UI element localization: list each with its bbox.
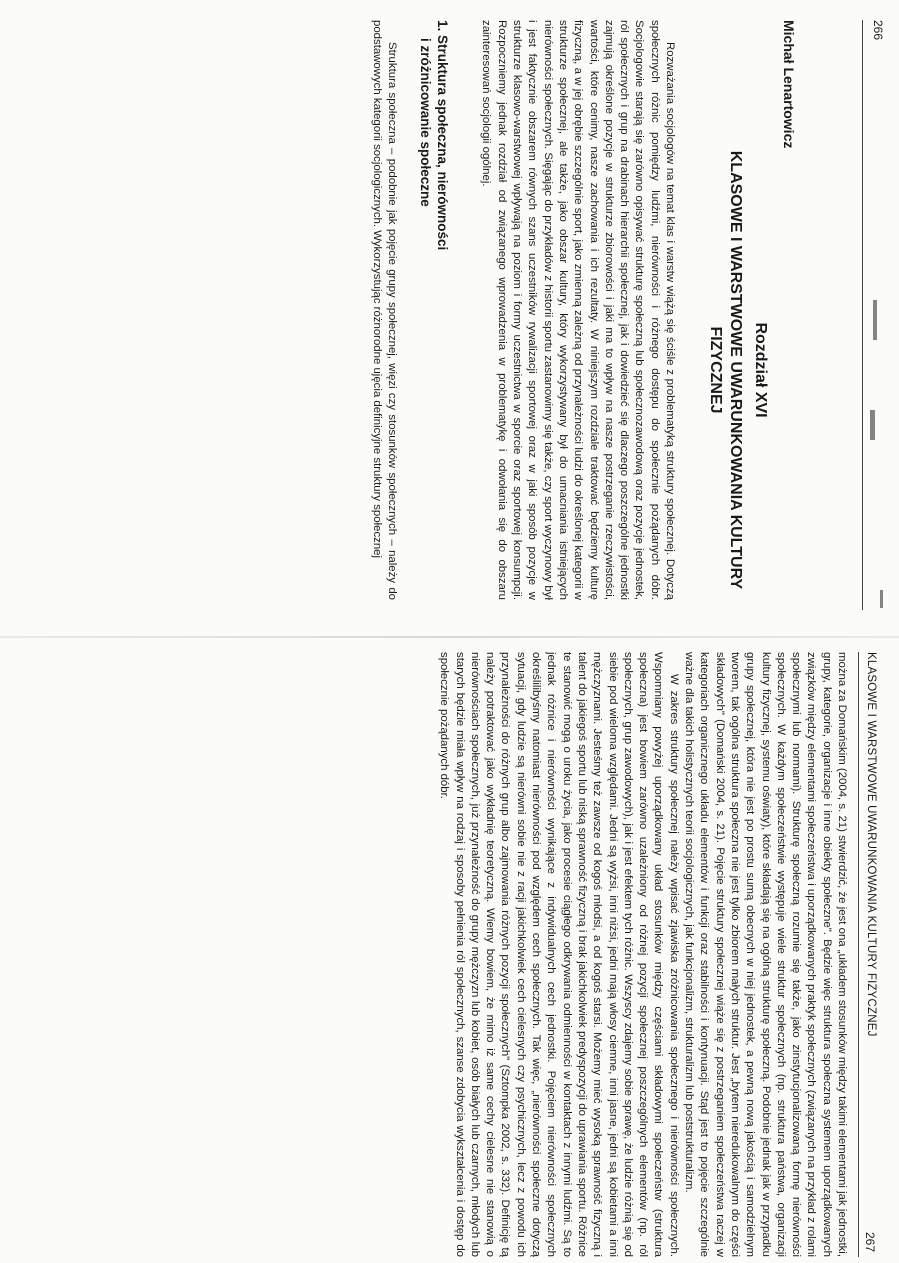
page-number: 266 [871,20,885,41]
paragraph-1: można za Domańskim (2004, s. 21) stwierdzić, że jest ona „układem stosunków między takimi elementami jak jednostki, grupy, kategorie, organizacje i inne obiekty społeczne". Będzie więc struktura społeczna systemem uporządkowanych związków między elementami społeczeństwa i uporządkowanych praktyk społecznych (związanych na przykład z rolami społecznymi lub normami). Strukturę społeczną rozumie się także, jako zinstytucjonalizowaną formę nierówności społecznych. W każdym społeczeństwie występuje wiele struktur społecznych (np. struktura państwa, organizacji kultury fizycznej, systemu oświaty), które składają się na ogólną strukturę społeczną. Podobnie jednak jak w przypadku grupy społecznej, która nie jest po prostu sumą obecnych w niej jednostek, a pewną nową jakością i samodzielnym tworem, tak ogólna struktura społeczna nie jest tylko zbiorem małych struktur. Jest „bytem nieredukowalnym do części składowych" (Domański 2004, s. 21). Pojęcie struktury społecznej wiąże się z postrzeganiem społeczeństwa raczej w kategoriach organicznego układu elementów i funkcji oraz stabilności i kontynuacji. Stąd jest to pojęcie szczególnie ważne dla takich holistycznych teorii socjologicznych, jak funkcjonalizm, strukturalizm lub poststrukturalizm. [683,652,848,1257]
page-number: 267 [863,1232,877,1253]
intro-paragraph [478,20,677,600]
running-head: KLASOWE I WARSTWOWE UWARUNKOWANIA KULTURY FIZYCZNEJ [865,652,877,1037]
header-rule [858,652,859,1257]
body-text [436,652,849,1257]
header-rule [862,20,863,610]
chapter-title: KLASOWE I WARSTWOWE UWARUNKOWANIA KULTURY FIZYCZNEJ [707,150,744,590]
chapter-heading [705,150,769,590]
chapter-label: Rozdział XVI [752,322,769,418]
book-fold-line [0,636,899,638]
paragraph-2: W zakres struktury społecznej należy wpisać zjawiska zróżnicowania społecznego i nierówności społecznych. Wspomniany powyżej uporządkowany układ stosunków między częściami składowymi społeczeństw (struktura społeczna) jest bowiem zarówno uzależniony od różnej pozycji społecznej poszczególnych elementów (np. ról społecznych, grup zawodowych), jak i jest efektem tych różnic. Wszyscy zdajemy sobie sprawę, że ludzie różnią się od siebie pod wieloma względami. Jedni są wyżsi, inni niżsi, jedni mają włosy ciemne, inni jasne, jedni są kobietami a inni mężczyznami. Jesteśmy też zawsze od kogoś młodsi, a od kogoś starsi. Możemy mieć wysoką sprawność fizyczną i talent do jakiegoś sportu lub niską sprawność fizyczną i brak jakichkolwiek predyspozycji do uprawiania sportu. Różnice te stanowić mogą o uroku życia, jako procesie ciągłego odkrywania odmienności w kontaktach z innymi ludźmi. Są to jednak różnice i nierówności wynikające z indywidualnych cech jednostki. Pojęciem nierówności społecznych określilibyśmy natomiast nierówności pod względem cech społecznych. Tak więc, „nierówności społeczne dotyczą sytuacji, gdy ludzie są nierówni sobie nie z racji jakichkolwiek cech cielesnych czy psychicznych, lecz z powodu ich przynależności do różnych grup albo zajmowania różnych pozycji społecznych" (Sztompka 2002, s. 332). Definicję tą należy potraktować jako wykładnię teoretyczną. Wiemy bowiem, że mimo iż same cechy cielesne nie stanowią o nierównościach społecznych, już przynależność do grupy mężczyzn lub kobiet, osób białych lub czarnych, młodych lub starych będzie miała wpływ na rodzaj i sposoby pełnienia ról społecznych, szanse zdobycia wykształcenia i dostęp do społecznie pożądanych dóbr. [438,652,680,1257]
section-text: Struktura społeczna – podobnie jak pojęcie grupy społecznej, więzi czy stosunków społecznych – należy do podstawowych kategorii socjologicznych. Wykorzystując różnorodne ujęcia definicyjne struktury społecznej [370,20,398,600]
section-heading [417,20,451,580]
intro-text: Rozważania socjologów na temat klas i warstw wiążą się ściśle z problematyką struktury społecznej. Dotyczą społecznych różnic pomiędzy ludźmi, nierówności i różnego dostępu do społecznie pożądanych dóbr. Socjologowie starają się zarówno opisywać strukturę społeczną lub społecznozawodową oraz pozycje jednostek, ról społecznych i grup na drabinach hierarchii społecznej, jak i dowiedzieć się dlaczego poszczególne jednostki zajmują określone pozycje w strukturze zbiorowości i jaki ma to wpływ na nasze postrzeganie rzeczywistości, wartości, które cenimy, nasze zachowania i ich rezultaty. W niniejszym rozdziale traktować będziemy kulturę fizyczną, a w jej obrębie szczególnie sport, jako zmienną zależną od przynależności ludzi do określonej kategorii w strukturze społecznej, ale także, jako obszar kultury, który wykorzystywany był do umacniania istniejących nierówności społecznych. Sięgając do przykładów z historii sportu zastanowimy się także, czy sport wyczynowy był i jest faktycznie obszarem równych szans uczestników rywalizacji sportowej oraz w jaki sposób pozycje w strukturze klasowo-warstwowej wpływają na poziom i formy uczestnictwa w sporcie oraz sportowej konsumpcji. Rozpoczniemy jednak rozdział od związanego wprowadzenia w problematykę i odwołania się do obszaru zainteresowań socjologii ogólnej. [480,20,676,600]
section-heading-line-1: 1. Struktura społeczna, nierówności [435,20,450,251]
section-heading-line-2: i zróżnicowanie społeczne [418,38,433,207]
section-paragraph [368,20,399,600]
page-266 [0,20,899,630]
author-name: Michał Lenartowicz [781,20,797,149]
page-267 [0,652,899,1262]
